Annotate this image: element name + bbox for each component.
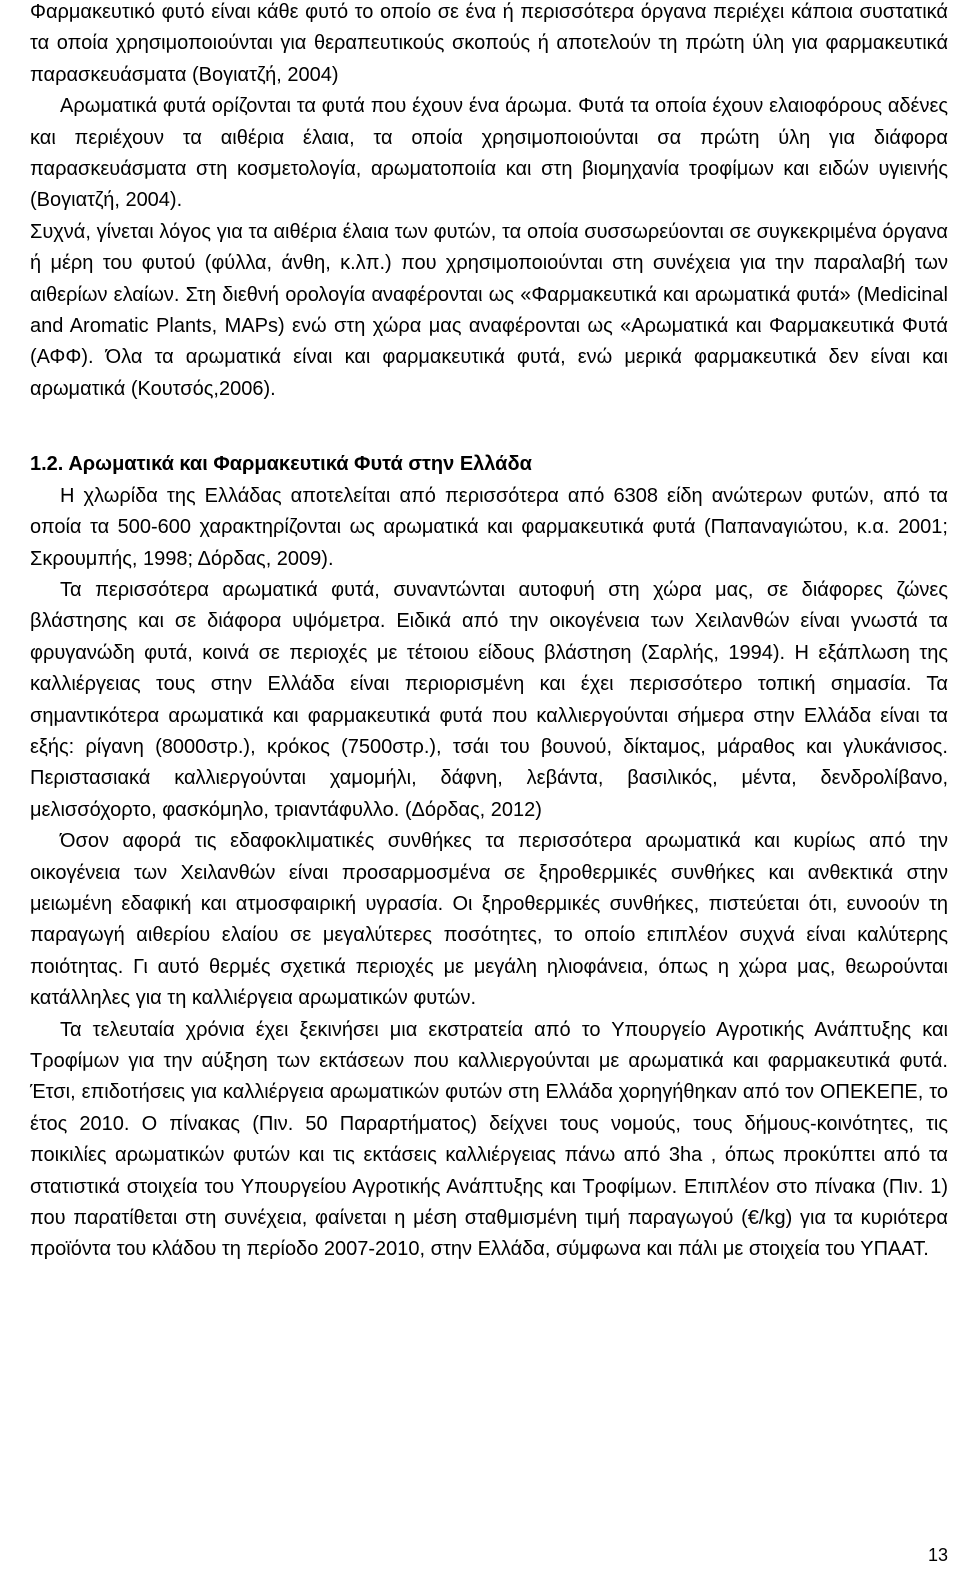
paragraph-medicinal-plant-definition: Φαρμακευτικό φυτό είναι κάθε φυτό το οποίο σε ένα ή περισσότερα όργανα περιέχει κάποια συστατικά τα οποία χρησιμοποιούνται για θεραπευτικούς σκοπούς ή αποτελούν τη πρώτη ύλη για φαρμακευτικά παρασκευάσματα (Βογιατζή, 2004)	[30, 1, 948, 86]
page-number: 13	[927, 1545, 948, 1565]
paragraph-soil-climate-conditions: Όσον αφορά τις εδαφοκλιματικές συνθήκες τα περισσότερα αρωματικά και κυρίως από την οικογένεια των Χειλανθών είναι προσαρμοσμένα σε ξηροθερμικές συνθήκες και ανθεκτικά στην μειωμένη εδαφική και ατμοσφαιρική υγρασία. Οι ξηροθερμικές συνθήκες, πιστεύεται ότι, ευνοούν τη παραγωγή αιθερίου ελαίου σε μεγαλύτερες ποσότητες, το οποίο επιπλέον συχνά είναι καλύτερης ποιότητας. Γι αυτό θερμές σχετικά περιοχές με μεγάλη ηλιοφάνεια, όπως η χώρα μας, θεωρούνται κατάλληλες για τη καλλιέργεια αρωματικών φυτών.	[30, 830, 948, 1010]
paragraph-essential-oils-terminology: Συχνά, γίνεται λόγος για τα αιθέρια έλαια των φυτών, τα οποία συσσωρεύονται σε συγκεκριμένα όργανα ή μέρη του φυτού (φύλλα, άνθη, κ.λπ.) που χρησιμοποιούνται στη συνέχεια για την παραλαβή των αιθερίων ελαίων. Στη διεθνή ορολογία αναφέρονται ως «Φαρμακευτικά και αρωματικά φυτά» (Medicinal and Aromatic Plants, MAPs) ενώ στη χώρα μας αναφέρονται ως «Αρωματικά και Φαρμακευτικά Φυτά (ΑΦΦ). Όλα τα αρωματικά είναι και φαρμακευτικά φυτά, ενώ μερικά φαρμακευτικά δεν είναι και αρωματικά (Κουτσός,2006).	[30, 220, 948, 400]
paragraph-cultivation-in-greece: Τα περισσότερα αρωματικά φυτά, συναντώνται αυτοφυή στη χώρα μας, σε διάφορες ζώνες βλάστησης και σε διάφορα υψόμετρα. Ειδικά από την οικογένεια των Χειλανθών είναι γνωστά τα φρυγανώδη φυτά, κοινά σε περιοχές με τέτοιου είδους βλάστηση (Σαρλής, 1994). Η εξάπλωση της καλλιέργειας τους στην Ελλάδα είναι περιορισμένη και έχει περισσότερο τοπική σημασία. Τα σημαντικότερα αρωματικά και φαρμακευτικά φυτά που καλλιεργούνται σήμερα στην Ελλάδα είναι τα εξής: ρίγανη (8000στρ.), κρόκος (7500στρ.), τσάι του βουνού, δίκταμος, μάραθος και γλυκάνισος. Περιστασιακά καλλιεργούνται χαμομήλι, δάφνη, λεβάντα, βασιλικός, μέντα, δενδρολίβανο, μελισσόχορτο, φασκόμηλο, τριαντάφυλλο. (Δόρδας, 2012)	[30, 578, 948, 821]
section-number: 1.2.	[30, 453, 64, 476]
section-title: Αρωματικά και Φαρμακευτικά Φυτά στην Ελλάδα	[68, 453, 532, 476]
paragraph-greek-flora: Η χλωρίδα της Ελλάδας αποτελείται από περισσότερα από 6308 είδη ανώτερων φυτών, από τα οποία τα 500-600 χαρακτηρίζονται ως αρωματικά και φαρμακευτικά φυτά (Παπαναγιώτου, κ.α. 2001; Σκρουμπής, 1998; Δόρδας, 2009).	[30, 484, 948, 570]
section-heading	[30, 449, 948, 480]
paragraph-ministry-campaign: Τα τελευταία χρόνια έχει ξεκινήσει μια εκστρατεία από το Υπουργείο Αγροτικής Ανάπτυξης και Τροφίμων για την αύξηση των εκτάσεων που καλλιεργούνται με αρωματικά και φαρμακευτικά φυτά. Έτσι, επιδοτήσεις για καλλιέργεια αρωματικών φυτών στη Ελλάδα χορηγήθηκαν από τον ΟΠΕΚΕΠΕ, το έτος 2010. Ο πίνακας (Πιν. 50 Παραρτήματος) δείχνει τους νομούς, τους δήμους-κοινότητες, τις ποικιλίες αρωματικών φυτών και τις εκτάσεις καλλιέργειας πάνω από 3ha , όπως προκύπτει από τα στατιστικά στοιχεία του Υπουργείου Αγροτικής Ανάπτυξης και Τροφίμων. Επιπλέον στο πίνακα (Πιν. 1) που παρατίθεται στη συνέχεια, φαίνεται η μέση σταθμισμένη τιμή παραγωγού (€/kg) για τα κυριότερα προϊόντα του κλάδου τη περίοδο 2007-2010, στην Ελλάδα, σύμφωνα και πάλι με στοιχεία του ΥΠΑΑΤ.	[30, 1018, 948, 1261]
document-page	[30, 0, 948, 1266]
paragraph-aromatic-plant-definition: Αρωματικά φυτά ορίζονται τα φυτά που έχουν ένα άρωμα. Φυτά τα οποία έχουν ελαιοφόρους αδένες και περιέχουν τα αιθέρια έλαια, τα οποία χρησιμοποιούνται σα πρώτη ύλη για διάφορα παρασκευάσματα στη κοσμετολογία, αρωματοποιία και στη βιομηχανία τροφίμων και ειδών υγιεινής (Βογιατζή, 2004).	[30, 95, 948, 212]
